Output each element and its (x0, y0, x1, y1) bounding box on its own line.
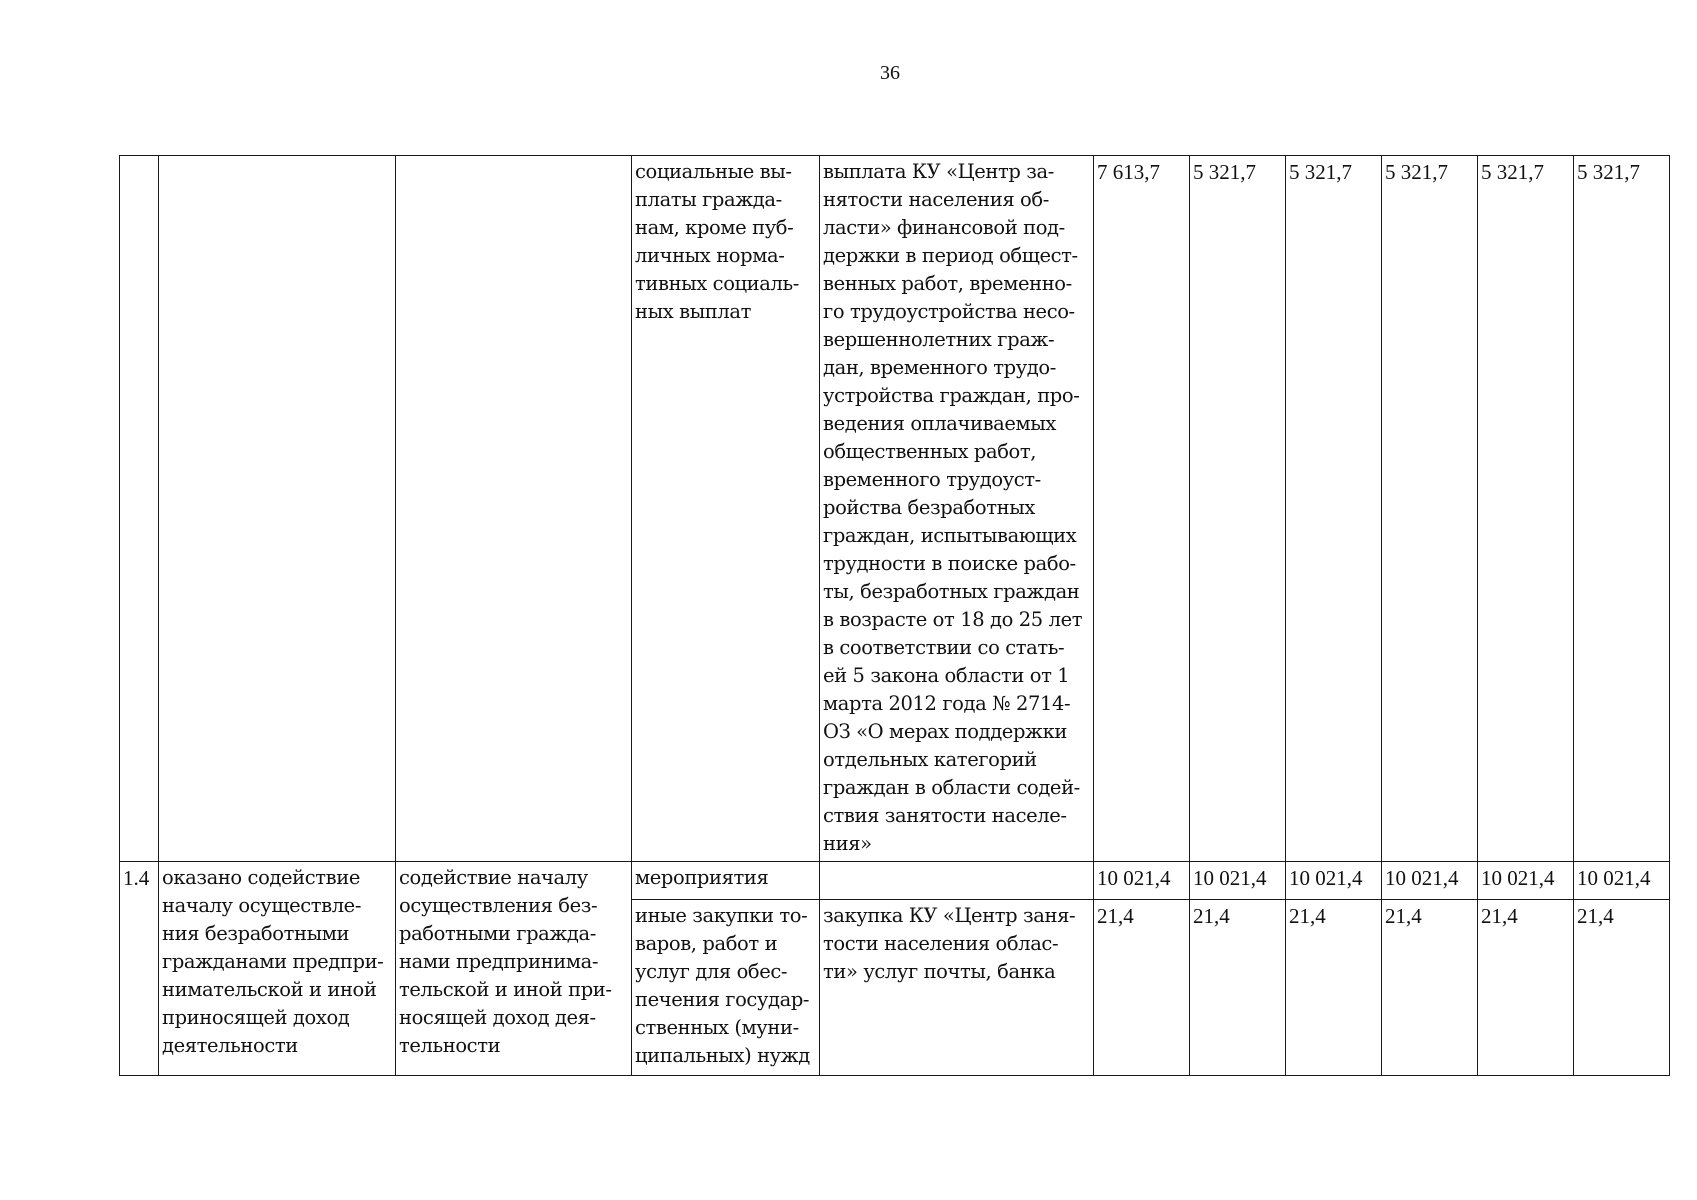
row-number-cell: 1.4 (120, 862, 159, 1076)
purpose-cell: закупка КУ «Центр заня- тости населения облас- ти» услуг почты, банка (820, 900, 1094, 1076)
value-cell: 10 021,4 (1286, 862, 1382, 900)
expense-type-cell: мероприятия (632, 862, 820, 900)
value-cell: 10 021,4 (1382, 862, 1478, 900)
result-cell (159, 156, 396, 862)
result-cell: оказано содействие началу осуществле- ния безработными гражданами предпри- нимательской и иной приносящей доход деятельности (159, 862, 396, 1076)
value-cell: 21,4 (1094, 900, 1190, 1076)
value-cell: 21,4 (1382, 900, 1478, 1076)
activity-cell (396, 156, 632, 862)
expense-type-cell: иные закупки то- варов, работ и услуг для обес- печения государ- ственных (муни- ципальных) нужд (632, 900, 820, 1076)
expense-type-cell: социальные вы- платы гражда- нам, кроме пуб- личных норма- тивных социаль- ных выплат (632, 156, 820, 862)
page-number: 36 (880, 62, 900, 84)
purpose-cell: выплата КУ «Центр за- нятости населения об- ласти» финансовой под- держки в период общест- венных работ, временно- го трудоустройства несо- вершеннолетних граж- дан, временного трудо- устройства граждан, про- ведения оплачиваемых общественных работ, временного трудоуст- ройства безработных граждан, испытывающих трудности в поиске рабо- ты, безработных граждан в возрасте от 18 до 25 лет в соответствии со стать- ей 5 закона области от 1 марта 2012 года № 2714- ОЗ «О мерах поддержки отдельных категорий граждан в области содей- ствия занятости населе- ния» (820, 156, 1094, 862)
value-cell: 5 321,7 (1286, 156, 1382, 862)
value-cell: 21,4 (1286, 900, 1382, 1076)
budget-table (119, 155, 1670, 1076)
value-cell: 5 321,7 (1478, 156, 1574, 862)
table-row (120, 862, 1670, 900)
value-cell: 21,4 (1574, 900, 1670, 1076)
purpose-cell (820, 862, 1094, 900)
activity-cell: содействие началу осуществления без- работными гражда- нами предпринима- тельской и иной при- носящей доход дея- тельности (396, 862, 632, 1076)
number-cell (120, 156, 159, 862)
value-cell: 10 021,4 (1574, 862, 1670, 900)
value-cell: 10 021,4 (1094, 862, 1190, 900)
value-cell: 10 021,4 (1478, 862, 1574, 900)
value-cell: 5 321,7 (1382, 156, 1478, 862)
value-cell: 10 021,4 (1190, 862, 1286, 900)
value-cell: 21,4 (1478, 900, 1574, 1076)
value-cell: 5 321,7 (1574, 156, 1670, 862)
table-row (120, 156, 1670, 862)
value-cell: 21,4 (1190, 900, 1286, 1076)
value-cell: 7 613,7 (1094, 156, 1190, 862)
value-cell: 5 321,7 (1190, 156, 1286, 862)
